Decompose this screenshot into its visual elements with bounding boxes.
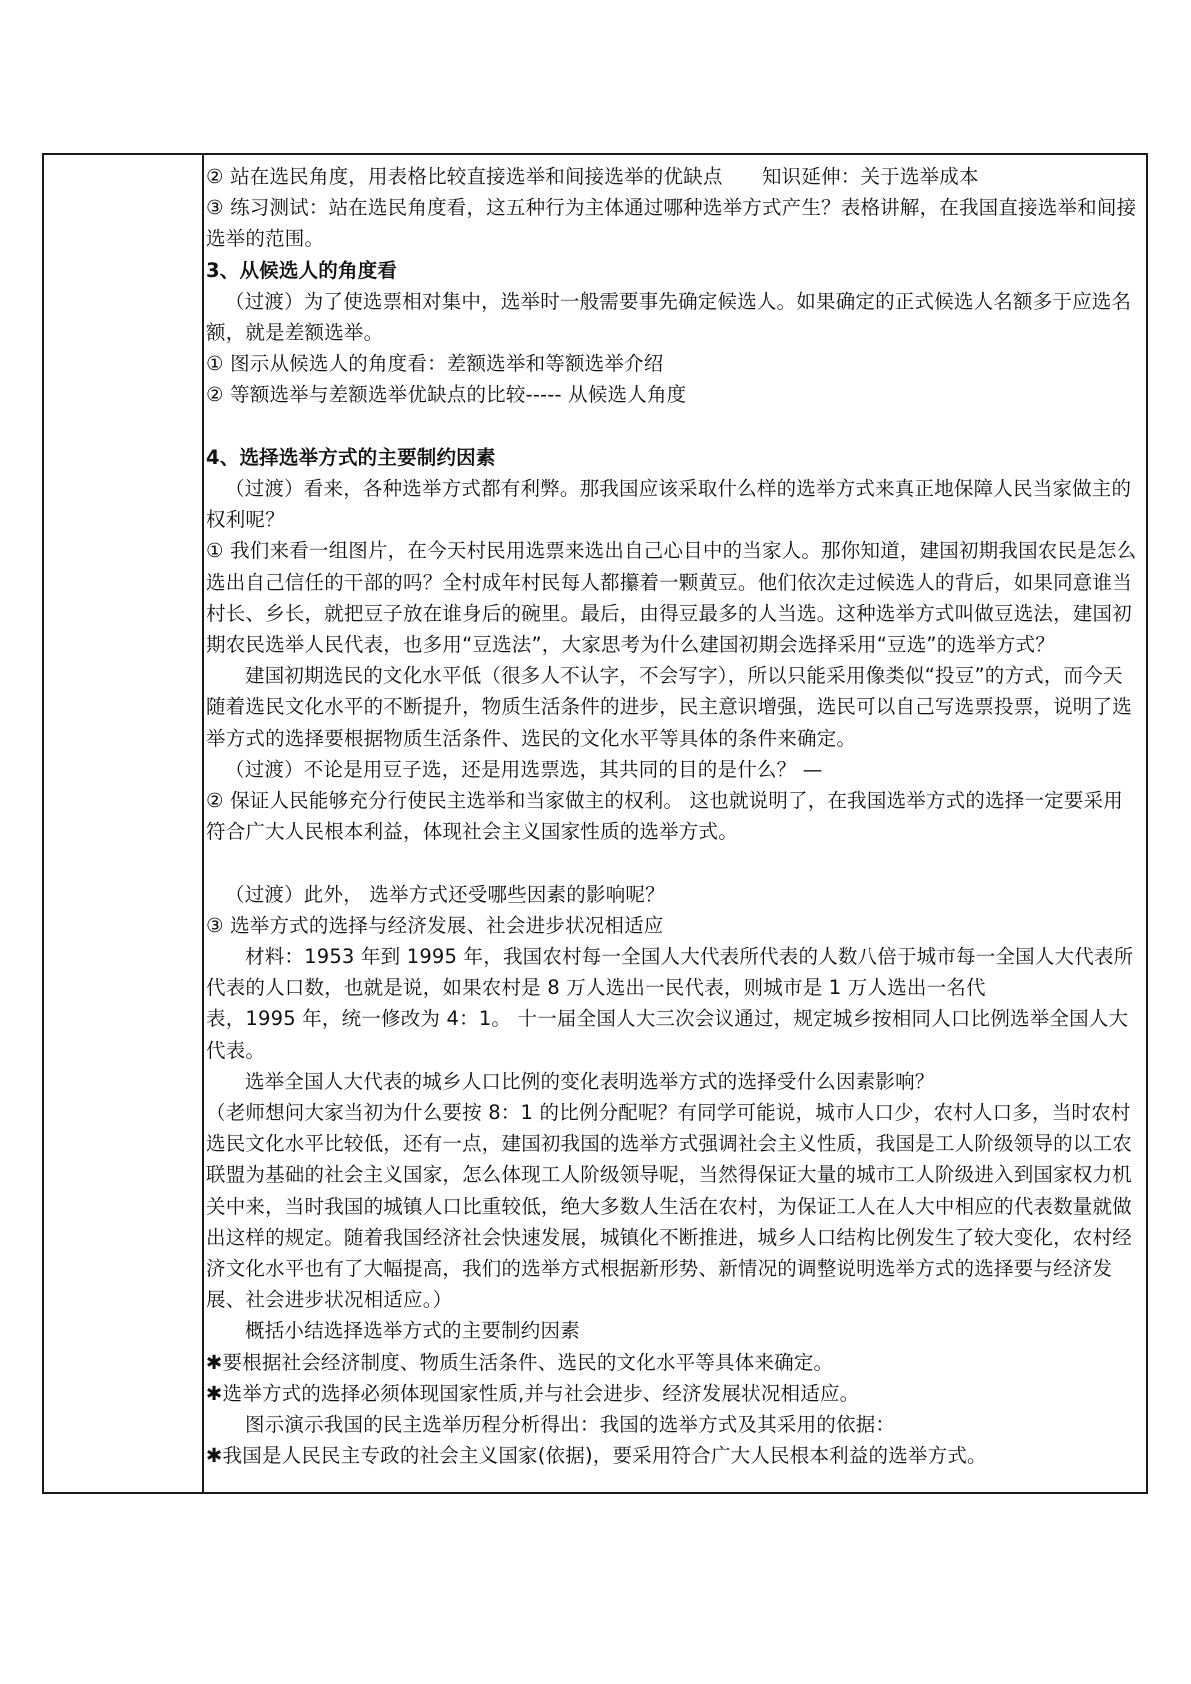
section-heading-3: 3、从候选人的角度看 (206, 258, 398, 282)
paragraph-summary-point-1: ✱要根据社会经济制度、物质生活条件、选民的文化水平等具体来确定。 (206, 1350, 834, 1374)
blank-line (206, 847, 1142, 878)
table-left-cell (44, 155, 202, 1492)
blank-line (206, 411, 1142, 442)
paragraph-diagram-candidates: ① 图示从候选人的角度看：差额选举和等额选举介绍 (206, 352, 664, 376)
paragraph-transition-candidates: （过渡）为了使选票相对集中，选举时一般需要事先确定候选人。如果确定的正式候选人名额多于应选名额，就是差额选举。 (206, 289, 1132, 345)
paragraph-history-diagram: 图示演示我国的民主选举历程分析得出：我国的选举方式及其采用的依据： (245, 1413, 896, 1437)
lesson-table (42, 153, 1148, 1494)
paragraph-transition-pros-cons: （过渡）看来，各种选举方式都有利弊。那我国应该采取什么样的选举方式来真正地保障人民当家做主的权利呢？ (206, 477, 1132, 532)
paragraph-teacher-explanation: （老师想问大家当初为什么要按 8：1 的比例分配呢？有同学可能说，城市人口少，农村人口多，当时农村选民文化水平比较低，还有一点，建国初我国的选举方式强调社会主义性质，我国是工人阶级领导的以工农联盟为基础的社会主义国家，怎么体现工人阶级领导呢，当然得保证大量的城市工人阶级进入到国家权力机关中来，当时我国的城镇人口比重较低，绝大多数人生活在农村，为保证工人在人大中相应的代表数量就做出这样的规定。随着我国经济社会快速发展，城镇化不断推进，城乡人口结构比例发生了较大变化，农村经济文化水平也有了大幅提高，我们的选举方式根据新形势、新情况的调整说明选举方式的选择要与经济发展、社会进步状况相适应。） (206, 1101, 1132, 1312)
paragraph-material-a: 材料：1953 年到 1995 年，我国农村每一全国人大代表所代表的人数八倍于城市每一全国人大代表所代表的人口数，也就是说，如果农村是 8 万人选出一民代表，则城市是 1 万人选出一名代 (206, 945, 1134, 1000)
paragraph-bean-voting: ① 我们来看一组图片，在今天村民用选票来选出自己心目中的当家人。那你知道，建国初期我国农民是怎么选出自己信任的干部的吗？全村成年村民每人都攥着一颗黄豆。他们依次走过候选人的背后，如果同意谁当村长、乡长，就把豆子放在谁身后的碗里。最后，由得豆最多的人当选。这种选举方式叫做豆选法，建国初期农民选举人民代表，也多用“豆选法”，大家思考为什么建国初期会选择采用“豆选”的选举方式？ (206, 539, 1137, 657)
paragraph-guarantee-rights: ② 保证人民能够充分行使民主选举和当家做主的权利。 这也就说明了，在我国选举方式的选择一定要采用符合广大人民根本利益，体现社会主义国家性质的选举方式。 (206, 789, 1123, 844)
paragraph-literacy: 建国初期选民的文化水平低（很多人不认字，不会写字），所以只能采用像类似“投豆”的方式，而今天随着选民文化水平的不断提升，物质生活条件的进步，民主意识增强，选民可以自己写选票投票，说明了选举方式的选择要根据物质生活条件、选民的文化水平等具体的条件来确定。 (206, 664, 1132, 750)
paragraph-material-b: 表，1995 年，统一修改为 4：1。 十一届全国人大三次会议通过，规定城乡按相同人口比例选举全国人大代表。 (206, 1007, 1129, 1062)
paragraph-practice-test: ③ 练习测试：站在选民角度看，这五种行为主体通过哪种选举方式产生？表格讲解，在我国直接选举和间接选举的范围。 (206, 196, 1137, 251)
paragraph-ratio-question: 选举全国人大代表的城乡人口比例的变化表明选举方式的选择受什么因素影响？ (245, 1069, 935, 1093)
paragraph-direct-indirect-compare: ② 站在选民角度，用表格比较直接选举和间接选举的优缺点 知识延伸：关于选举成本 (206, 165, 979, 188)
paragraph-summary-point-3: ✱我国是人民民主专政的社会主义国家(依据)，要采用符合广大人民根本利益的选举方式。 (206, 1444, 987, 1468)
column-divider (202, 155, 204, 1492)
paragraph-transition-other-factors: （过渡）此外， 选举方式还受哪些因素的影响呢？ (225, 882, 665, 906)
paragraph-economic-development: ③ 选举方式的选择与经济发展、社会进步状况相适应 (206, 913, 664, 937)
paragraph-summary-intro: 概括小结选择选举方式的主要制约因素 (245, 1319, 580, 1343)
table-content-cell (206, 161, 1142, 1472)
paragraph-summary-point-2: ✱选举方式的选择必须体现国家性质,并与社会进步、经济发展状况相适应。 (206, 1381, 860, 1405)
paragraph-equal-vs-competitive: ② 等额选举与差额选举优缺点的比较----- 从候选人角度 (206, 383, 687, 407)
paragraph-transition-common-goal: （过渡）不论是用豆子选，还是用选票选，其共同的目的是什么？ — (225, 757, 823, 781)
section-heading-4: 4、选择选举方式的主要制约因素 (206, 445, 496, 469)
